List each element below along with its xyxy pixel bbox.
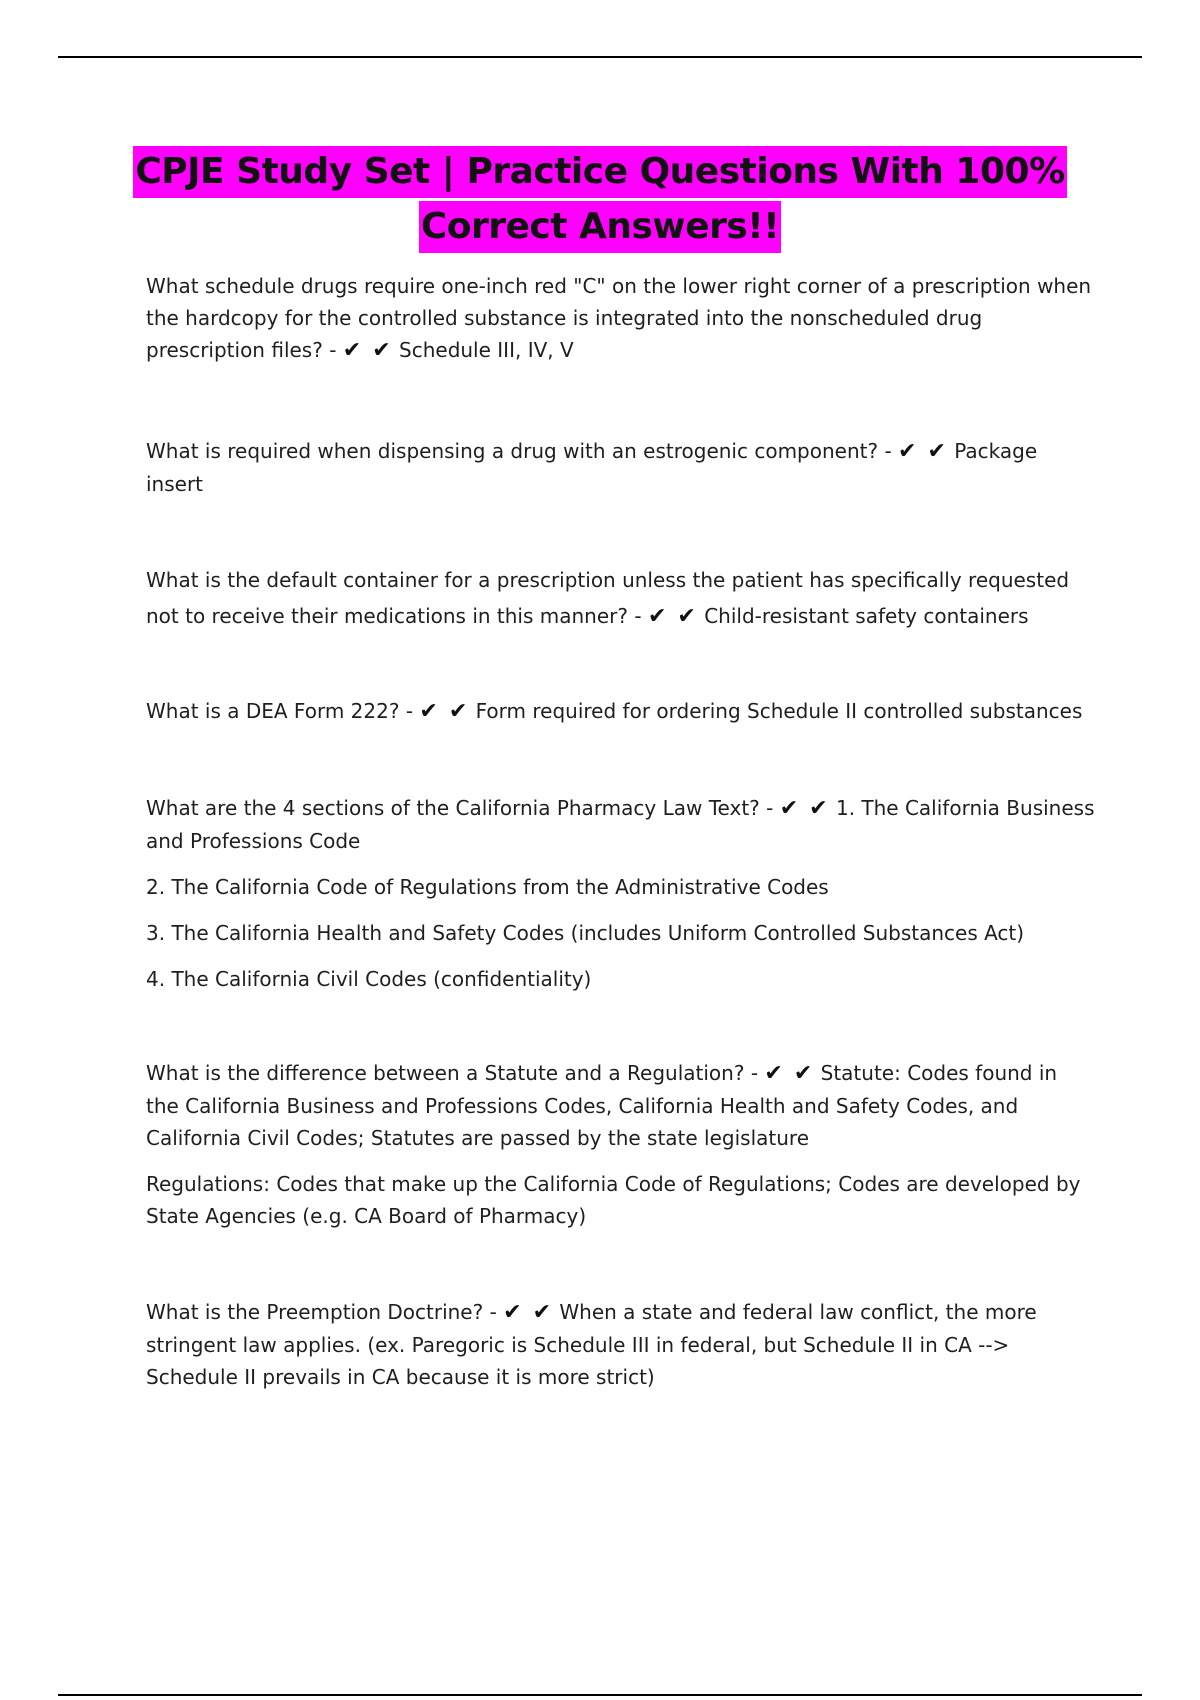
answer-text: Child-resistant safety containers — [704, 604, 1029, 628]
top-rule — [58, 56, 1142, 58]
qa-question-line — [146, 435, 1096, 500]
qa-item — [146, 792, 1096, 995]
question-text: What is the default container for a prescription unless the patient has specifically requested not to receive their medications in this manner? — [146, 568, 1070, 628]
separator: - — [628, 604, 648, 628]
answer-text: Schedule III, IV, V — [399, 338, 574, 362]
question-text: What is a DEA Form 222? — [146, 699, 400, 723]
answer-text: Form required for ordering Schedule II controlled substances — [475, 699, 1083, 723]
separator: - — [744, 1061, 765, 1085]
title-line-2: Correct Answers!! — [419, 201, 781, 253]
qa-item — [146, 1296, 1096, 1393]
double-checkmark-icon: ✔ ✔ — [419, 699, 470, 724]
answer-text: Package insert — [146, 439, 1038, 496]
qa-list — [146, 270, 1096, 1393]
title-line-1: CPJE Study Set | Practice Questions With 100% — [133, 146, 1066, 198]
qa-question-line — [146, 270, 1096, 367]
double-checkmark-icon: ✔ ✔ — [503, 1300, 554, 1325]
qa-item — [146, 1057, 1096, 1232]
double-checkmark-icon: ✔ ✔ — [898, 439, 948, 464]
qa-question-line — [146, 562, 1096, 635]
answer-continuation: 2. The California Code of Regulations from the Administrative Codes — [146, 875, 829, 899]
qa-item — [146, 435, 1096, 500]
double-checkmark-icon: ✔ ✔ — [647, 604, 698, 629]
qa-question-line — [146, 792, 1096, 857]
qa-item — [146, 695, 1096, 728]
answer-text: Statute: Codes found in the California Business and Professions Codes, California Health and Safety Codes, and California Civil Codes; Statutes are passed by the state legislature — [146, 1061, 1058, 1150]
separator: - — [483, 1300, 504, 1324]
question-text: What schedule drugs require one-inch red "C" on the lower right corner of a prescription when the hardcopy for the controlled substance is integrated into the nonscheduled drug prescription files? — [146, 274, 1092, 362]
separator: - — [759, 796, 780, 820]
separator: - — [322, 338, 343, 362]
document-title — [0, 146, 1200, 256]
qa-question-line — [146, 695, 1096, 728]
answer-text: When a state and federal law conflict, the more stringent law applies. (ex. Paregoric is Schedule III in federal, but Schedule II in CA --> Schedule II prevails in CA because it is more strict) — [146, 1300, 1037, 1389]
bottom-rule — [58, 1694, 1142, 1696]
qa-question-line — [146, 1296, 1096, 1393]
question-text: What are the 4 sections of the California Pharmacy Law Text? — [146, 796, 760, 820]
separator: - — [878, 439, 899, 463]
answer-continuation: 4. The California Civil Codes (confidentiality) — [146, 967, 592, 991]
answer-text: 1. The California Business and Professions Code — [146, 796, 1095, 853]
qa-item — [146, 270, 1096, 367]
double-checkmark-icon: ✔ ✔ — [779, 796, 830, 821]
answer-continuation: Regulations: Codes that make up the California Code of Regulations; Codes are developed by State Agencies (e.g. CA Board of Pharmacy) — [146, 1172, 1081, 1228]
question-text: What is required when dispensing a drug with an estrogenic component? — [146, 439, 879, 463]
answer-continuation: 3. The California Health and Safety Codes (includes Uniform Controlled Substances Act) — [146, 921, 1025, 945]
double-checkmark-icon: ✔ ✔ — [764, 1061, 815, 1086]
question-text: What is the difference between a Statute and a Regulation? — [146, 1061, 745, 1085]
qa-question-line — [146, 1057, 1096, 1154]
qa-item — [146, 562, 1096, 635]
double-checkmark-icon: ✔ ✔ — [342, 338, 393, 363]
separator: - — [399, 699, 420, 723]
question-text: What is the Preemption Doctrine? — [146, 1300, 484, 1324]
